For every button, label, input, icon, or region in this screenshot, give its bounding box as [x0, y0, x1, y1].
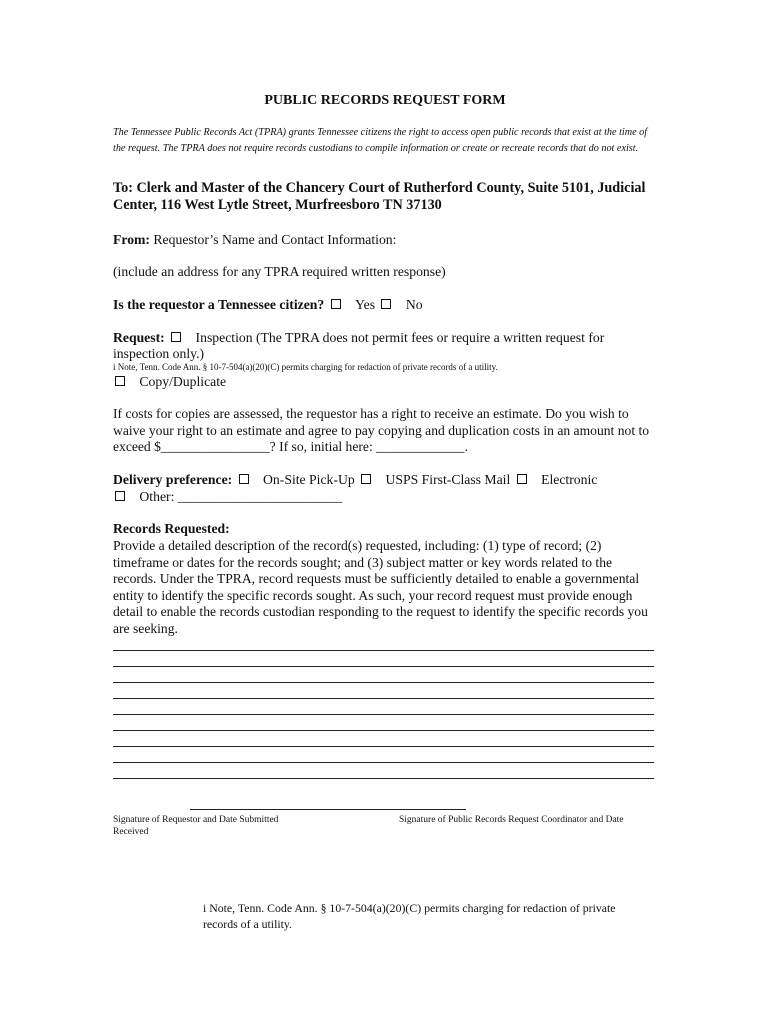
records-text: Provide a detailed description of the record(s) requested, including: (1) type of record; (2) timeframe or dates for the records sought; and (3) subject matter or key words related to the records. Under the TPRA, record requests must be sufficiently detailed to enable a governmental entity to identify the specific records sought. As such, your record request must provide enough detail to enable the records custodian responding to the request to identify the specific records you are seeking.	[113, 538, 648, 636]
records-line-6[interactable]	[113, 730, 654, 731]
inspection-text: Inspection (The TPRA does not permit fees or require a written request for	[195, 330, 605, 345]
signature-line[interactable]	[190, 809, 466, 810]
records-line-8[interactable]	[113, 762, 654, 763]
onsite-label: On-Site Pick-Up	[263, 472, 355, 487]
onsite-checkbox[interactable]	[239, 474, 249, 484]
copy-checkbox[interactable]	[115, 376, 125, 386]
delivery-label: Delivery preference:	[113, 472, 233, 487]
sig-requestor-label: Signature of Requestor and Date Submitted	[113, 815, 279, 825]
records-label: Records Requested:	[113, 521, 230, 536]
records-line-9[interactable]	[113, 778, 654, 779]
from-line	[113, 232, 396, 248]
delivery-row	[113, 472, 597, 488]
citizen-yes-checkbox[interactable]	[331, 299, 341, 309]
copy-label: Copy/Duplicate	[139, 374, 227, 389]
inspection-note: i Note, Tenn. Code Ann. § 10-7-504(a)(20)(C) permits charging for redaction of private records of a utility.	[113, 362, 498, 372]
costs-text: If costs for copies are assessed, the requestor has a right to receive an estimate. Do you wish to waive your right to an estimate and agree to pay copying and duplication costs in an amount not to exceed $________________? If so, initial here: _____________.	[113, 406, 650, 454]
request-row	[113, 330, 604, 346]
request-label: Request:	[113, 330, 165, 345]
copy-row	[113, 374, 226, 390]
citizen-row	[113, 297, 423, 313]
usps-checkbox[interactable]	[361, 474, 371, 484]
sig-requestor-label-2: Received	[113, 827, 149, 837]
records-line-4[interactable]	[113, 698, 654, 699]
electronic-checkbox[interactable]	[517, 474, 527, 484]
citizen-no-checkbox[interactable]	[381, 299, 391, 309]
records-line-1[interactable]	[113, 650, 654, 651]
usps-label: USPS First-Class Mail	[385, 472, 511, 487]
other-checkbox[interactable]	[115, 491, 125, 501]
citizen-no-label: No	[405, 297, 423, 312]
to-address: To: Clerk and Master of the Chancery Court of Rutherford County, Suite 5101, Judicial Center, 116 West Lytle Street, Murfreesboro TN 37130	[113, 180, 646, 213]
citizen-yes-label: Yes	[355, 297, 376, 312]
form-title: PUBLIC RECORDS REQUEST FORM	[264, 93, 506, 108]
inspection-text-2: inspection only.)	[113, 346, 205, 361]
electronic-label: Electronic	[541, 472, 598, 487]
other-label: Other: ________________________	[139, 489, 343, 504]
citizen-question: Is the requestor a Tennessee citizen?	[113, 297, 325, 312]
records-line-7[interactable]	[113, 746, 654, 747]
records-line-5[interactable]	[113, 714, 654, 715]
inspection-checkbox[interactable]	[171, 332, 181, 342]
intro-text: The Tennessee Public Records Act (TPRA) grants Tennessee citizens the right to access open public records that exist at the time of the request. The TPRA does not require records custodians to compile information or create or recreate records that do not exist.	[113, 127, 648, 154]
address-note: (include an address for any TPRA required written response)	[113, 264, 446, 279]
records-line-2[interactable]	[113, 666, 654, 667]
sig-coordinator-label: Signature of Public Records Request Coordinator and Date	[399, 815, 624, 825]
footnote: i Note, Tenn. Code Ann. § 10-7-504(a)(20)(C) permits charging for redaction of private records of a utility.	[203, 901, 616, 931]
records-line-3[interactable]	[113, 682, 654, 683]
from-label: From:	[113, 232, 150, 247]
other-row	[113, 489, 342, 505]
from-text: Requestor’s Name and Contact Information:	[150, 232, 397, 247]
